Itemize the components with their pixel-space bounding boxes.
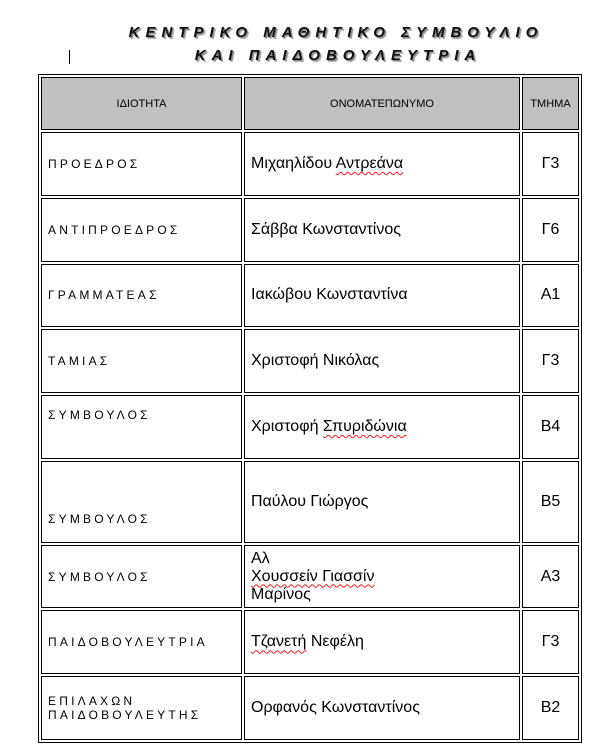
name-cell bbox=[244, 545, 520, 609]
role-cell: ΓΡΑΜΜΑΤΕΑΣ bbox=[41, 264, 242, 328]
name-cell bbox=[244, 264, 520, 328]
dept-cell: Γ3 bbox=[522, 610, 579, 674]
text-cursor bbox=[69, 50, 70, 64]
role-cell: ΑΝΤΙΠΡΟΕΔΡΟΣ bbox=[41, 198, 242, 262]
first-name: Χριστοφή bbox=[251, 352, 319, 370]
table-row bbox=[41, 461, 579, 543]
last-name: Σπυριδώνια bbox=[322, 417, 407, 435]
table-row bbox=[41, 610, 579, 674]
name-cell bbox=[244, 395, 520, 459]
first-name: Σάββα bbox=[251, 220, 298, 238]
dept-cell: Β5 bbox=[522, 461, 579, 543]
dept-cell: Α3 bbox=[522, 545, 579, 609]
role-line-1: ΕΠΙΛΑΧΩΝ bbox=[48, 694, 136, 709]
role-cell bbox=[41, 676, 242, 740]
first-name: Παύλου bbox=[251, 492, 306, 510]
role-cell: ΠΑΙΔΟΒΟΥΛΕΥΤΡΙΑ bbox=[41, 610, 242, 674]
last-name: Κωνσταντίνος bbox=[321, 699, 420, 717]
table-row bbox=[41, 676, 579, 740]
table-row bbox=[41, 395, 579, 459]
role-cell: ΣΥΜΒΟΥΛΟΣ bbox=[41, 395, 242, 459]
role-line-2: ΠΑΙΔΟΒΟΥΛΕΥΤΗΣ bbox=[48, 708, 202, 723]
role-cell: ΠΡΟΕΔΡΟΣ bbox=[41, 132, 242, 196]
table-row bbox=[41, 329, 579, 393]
role-cell: ΣΥΜΒΟΥΛΟΣ bbox=[41, 545, 242, 609]
name-cell bbox=[244, 676, 520, 740]
dept-cell: Γ3 bbox=[522, 132, 579, 196]
dept-cell: Β4 bbox=[522, 395, 579, 459]
last-name: Κωνσταντίνα bbox=[316, 286, 408, 304]
first-name: Τζανετή bbox=[251, 633, 307, 651]
table-header-row bbox=[41, 77, 579, 130]
document-title-line-1: ΚΕΝΤΡΙΚΟ ΜΑΘΗΤΙΚΟ ΣΥΜΒΟΥΛΙΟ bbox=[128, 24, 544, 41]
name-cell bbox=[244, 610, 520, 674]
first-name: Ιακώβου bbox=[251, 286, 312, 304]
last-name: Κωνσταντίνος bbox=[302, 220, 401, 238]
first-name: Ορφανός bbox=[251, 699, 317, 717]
dept-cell: Γ3 bbox=[522, 329, 579, 393]
name-line-1 bbox=[251, 550, 513, 586]
first-name: Αλ bbox=[251, 549, 270, 567]
dept-cell: Γ6 bbox=[522, 198, 579, 262]
name-cell bbox=[244, 461, 520, 543]
dept-cell: Β2 bbox=[522, 676, 579, 740]
first-name: Μιχαηλίδου bbox=[251, 154, 333, 172]
role-cell: ΣΥΜΒΟΥΛΟΣ bbox=[41, 461, 242, 543]
table-row bbox=[41, 545, 579, 609]
header-name: ΟΝΟΜΑΤΕΠΩΝΥΜΟ bbox=[244, 77, 520, 130]
table-row bbox=[41, 198, 579, 262]
name-cell bbox=[244, 329, 520, 393]
council-table bbox=[38, 74, 582, 743]
last-name: Γιώργος bbox=[310, 492, 369, 510]
table-row bbox=[41, 264, 579, 328]
last-name: Νεφέλη bbox=[310, 633, 364, 651]
name-cell bbox=[244, 198, 520, 262]
last-name: Αντρεάνα bbox=[335, 154, 404, 172]
document-title-line-2: ΚΑΙ ΠΑΙΔΟΒΟΥΛΕΥΤΡΙΑ bbox=[194, 47, 482, 64]
header-role: ΙΔΙΟΤΗΤΑ bbox=[41, 77, 242, 130]
last-name: Νικόλας bbox=[322, 352, 380, 370]
name-cell bbox=[244, 132, 520, 196]
first-name: Χριστοφή bbox=[251, 417, 319, 435]
last-name: Μαρίνος bbox=[251, 585, 311, 603]
table-row bbox=[41, 132, 579, 196]
middle-name: Χουσσείν Γιασσίν bbox=[251, 567, 375, 585]
dept-cell: Α1 bbox=[522, 264, 579, 328]
role-cell: ΤΑΜΙΑΣ bbox=[41, 329, 242, 393]
header-dept: ΤΜΗΜΑ bbox=[522, 77, 579, 130]
